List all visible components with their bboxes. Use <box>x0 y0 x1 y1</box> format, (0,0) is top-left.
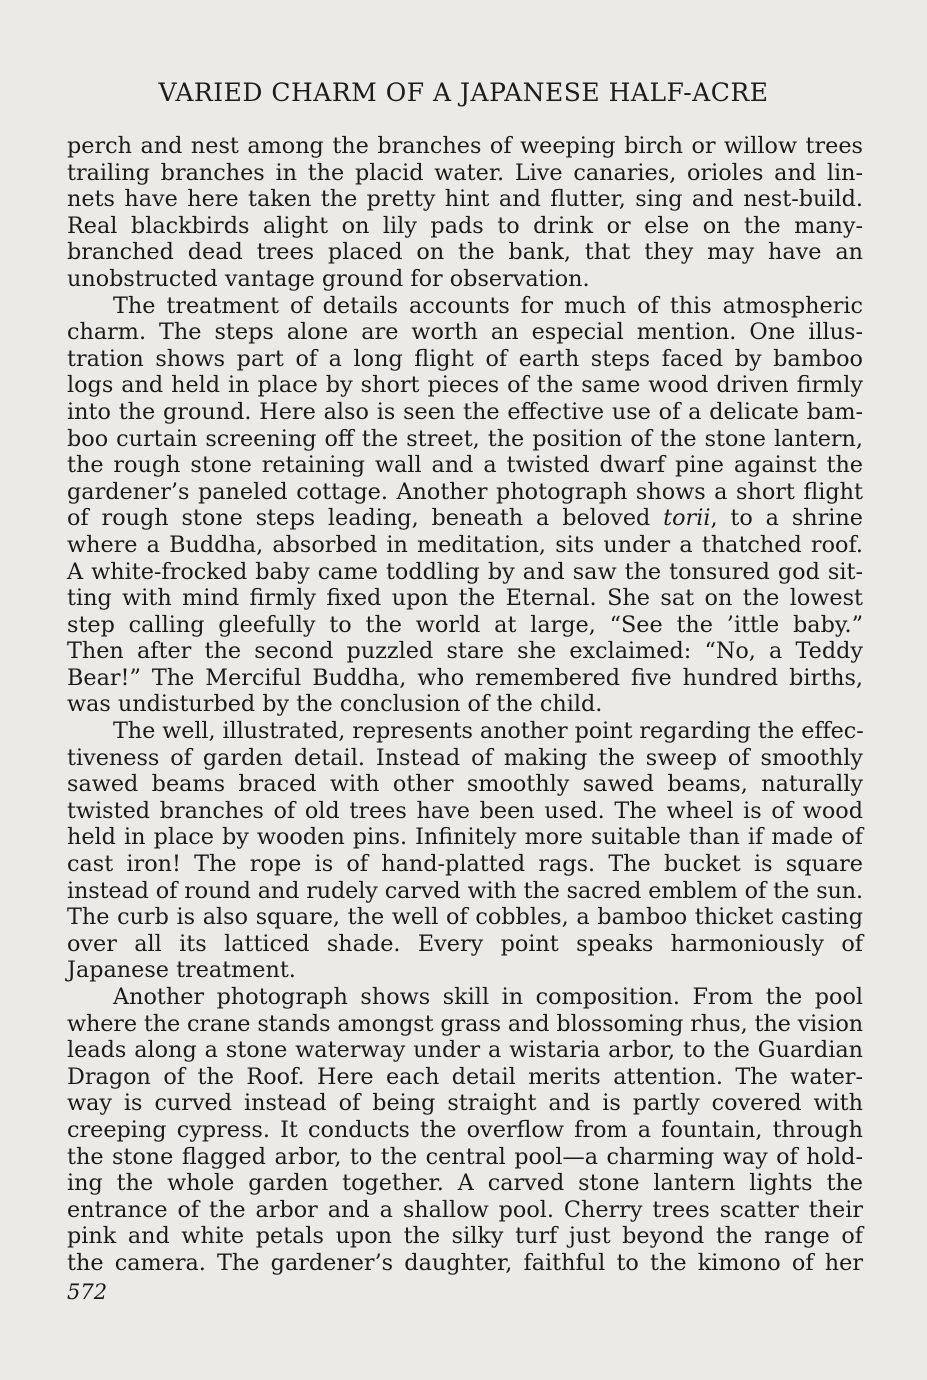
text-line: Then after the second puzzled stare she exclaimed: “No, a Teddy <box>67 638 863 665</box>
italic-term: torii <box>663 505 711 532</box>
text-line: The treatment of details accounts for much of this atmospheric <box>113 292 863 319</box>
text-line: A white-frocked baby came toddling by and saw the tonsured god sit- <box>67 558 863 585</box>
text-line: where a Buddha, absorbed in meditation, sits under a thatched roof. <box>67 531 863 558</box>
text-line: gardener’s paneled cottage. Another photograph shows a short flight <box>67 478 863 505</box>
text-line: tration shows part of a long flight of earth steps faced by bamboo <box>67 345 863 372</box>
text-line: the camera. The gardener’s daughter, faithful to the kimono of her <box>67 1249 863 1276</box>
text-line: Another photograph shows skill in composition. From the pool <box>113 984 863 1010</box>
text-line: where the crane stands amongst grass and blossoming rhus, the vision <box>67 1010 863 1037</box>
text-line: of rough stone steps leading, beneath a beloved torii, to a shrine <box>67 505 863 532</box>
paragraph-3 <box>67 718 863 984</box>
text-line: perch and nest among the branches of weeping birch or willow trees <box>67 133 863 159</box>
text-line: logs and held in place by short pieces of the same wood driven firmly <box>67 372 863 399</box>
text-line: held in place by wooden pins. Infinitely more suitable than if made of <box>67 824 863 851</box>
text-line: entrance of the arbor and a shallow pool. Cherry trees scatter their <box>67 1196 863 1223</box>
text-line: step calling gleefully to the world at large, “See the ’ittle baby.” <box>67 611 863 638</box>
text-line: ting with mind firmly fixed upon the Eternal. She sat on the lowest <box>67 585 863 612</box>
page-number: 572 <box>67 1280 108 1304</box>
text-line: Dragon of the Roof. Here each detail merits attention. The water- <box>67 1063 863 1090</box>
paragraph-4 <box>67 984 863 1277</box>
text-line: unobstructed vantage ground for observation. <box>67 265 590 292</box>
paragraph-1 <box>67 133 863 293</box>
text-line: tiveness of garden detail. Instead of making the sweep of smoothly <box>67 744 863 771</box>
text-line: ing the whole garden together. A carved stone lantern lights the <box>67 1170 863 1197</box>
text-line: The curb is also square, the well of cobbles, a bamboo thicket casting <box>67 904 863 931</box>
paragraph-2 <box>67 293 863 719</box>
body-text <box>67 133 863 1277</box>
text-line: way is curved instead of being straight and is partly covered with <box>67 1090 863 1117</box>
text-line: branched dead trees placed on the bank, that they may have an <box>67 239 863 266</box>
text-line: cast iron! The rope is of hand-platted rags. The bucket is square <box>67 851 863 878</box>
text-line: instead of round and rudely carved with the sacred emblem of the sun. <box>67 877 863 904</box>
text-line: nets have here taken the pretty hint and flutter, sing and nest-build. <box>67 186 863 213</box>
text-line: over all its latticed shade. Every point speaks harmoniously of <box>67 930 863 957</box>
text-line: the rough stone retaining wall and a twisted dwarf pine against the <box>67 452 863 479</box>
text-line: creeping cypress. It conducts the overflow from a fountain, through <box>67 1116 863 1143</box>
text-line: the stone flagged arbor, to the central pool—a charming way of hold- <box>67 1143 863 1170</box>
text-line: boo curtain screening off the street, the position of the stone lantern, <box>67 425 863 452</box>
text-line: into the ground. Here also is seen the effective use of a delicate bam- <box>67 398 863 425</box>
text-line: was undisturbed by the conclusion of the child. <box>67 691 603 718</box>
text-line: pink and white petals upon the silky turf just beyond the range of <box>67 1223 863 1250</box>
text-line: twisted branches of old trees have been used. The wheel is of wood <box>67 797 863 824</box>
text-line: Real blackbirds alight on lily pads to drink or else on the many- <box>67 212 863 239</box>
running-title: VARIED CHARM OF A JAPANESE HALF-ACRE <box>158 78 769 107</box>
text-line: sawed beams braced with other smoothly sawed beams, naturally <box>67 771 863 798</box>
text-line: Bear!” The Merciful Buddha, who remembered five hundred births, <box>67 664 863 691</box>
text-line: trailing branches in the placid water. Live canaries, orioles and lin- <box>67 159 863 186</box>
text-line: leads along a stone waterway under a wistaria arbor, to the Guardian <box>67 1037 863 1064</box>
text-line: The well, illustrated, represents another point regarding the effec- <box>113 718 864 745</box>
text-line: charm. The steps alone are worth an especial mention. One illus- <box>67 319 863 346</box>
text-line: Japanese treatment. <box>67 957 296 984</box>
